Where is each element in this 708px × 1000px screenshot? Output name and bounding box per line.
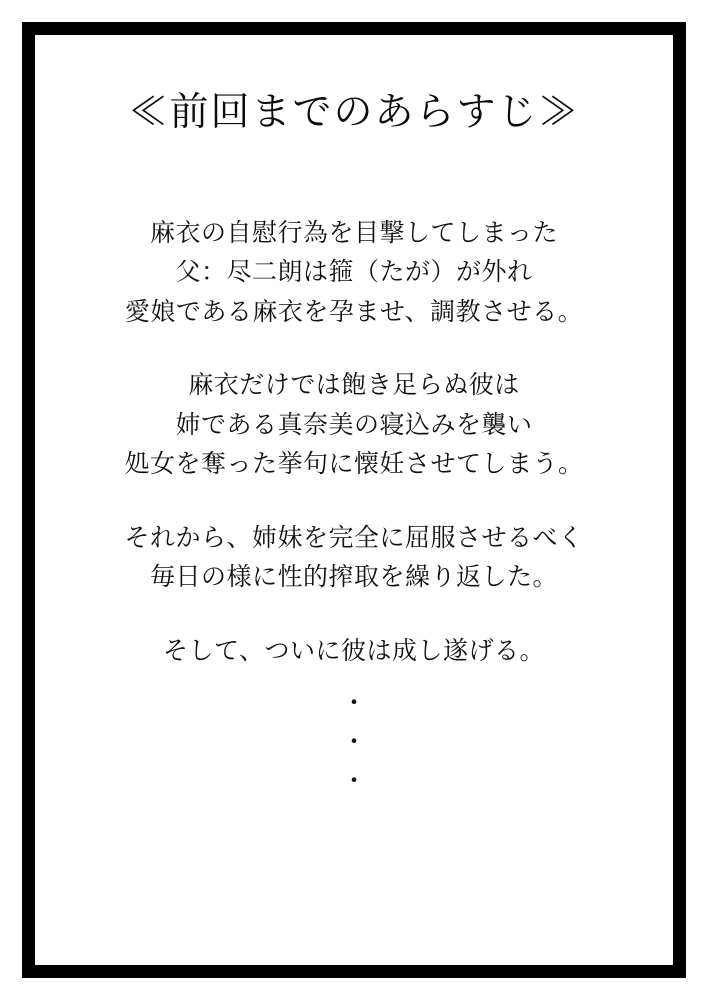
frame-edge-bottom: [222, 965, 486, 978]
frame-arm-horizontal: [22, 965, 232, 978]
frame-edge-top: [222, 22, 486, 35]
frame-arm-vertical: [22, 738, 35, 978]
summary-body: [60, 213, 648, 801]
paragraph: [60, 631, 648, 671]
text-line: 毎日の様に性的搾取を繰り返した。: [149, 562, 558, 592]
ellipsis-marks: [60, 684, 648, 800]
ellipsis-dot: ・: [341, 765, 367, 795]
text-line: 麻衣の自慰行為を目撃してしまった: [149, 217, 558, 247]
frame-edge-right: [673, 252, 686, 748]
text-line: そして、ついに彼は成し遂げる。: [162, 635, 545, 665]
text-line: 父：尽二朗は箍（たが）が外れ: [175, 257, 533, 287]
ellipsis-dot: ・: [341, 727, 367, 757]
text-line: それから、姉妹を完全に屈服させるべく: [124, 522, 584, 552]
paragraph: [60, 518, 648, 597]
frame-arm-horizontal: [476, 965, 686, 978]
page-title: ≪前回までのあらすじ≫: [128, 90, 580, 135]
frame-edge-left: [22, 252, 35, 748]
frame-arm-vertical: [673, 22, 686, 262]
text-line: 姉である真奈美の寝込みを襲い: [175, 409, 533, 439]
text-line: 愛娘である麻衣を孕ませ、調教させる。: [124, 296, 584, 326]
frame-arm-vertical: [22, 22, 35, 262]
paragraph: [60, 213, 648, 332]
text-line: 処女を奪った挙句に懐妊させてしまう。: [124, 449, 584, 479]
document-content: [60, 60, 648, 940]
frame-arm-vertical: [673, 738, 686, 978]
paragraph: [60, 365, 648, 484]
text-line: 麻衣だけでは飽き足らぬ彼は: [188, 370, 520, 400]
frame-arm-horizontal: [476, 22, 686, 35]
ellipsis-dot: ・: [341, 688, 367, 718]
frame-arm-horizontal: [22, 22, 232, 35]
